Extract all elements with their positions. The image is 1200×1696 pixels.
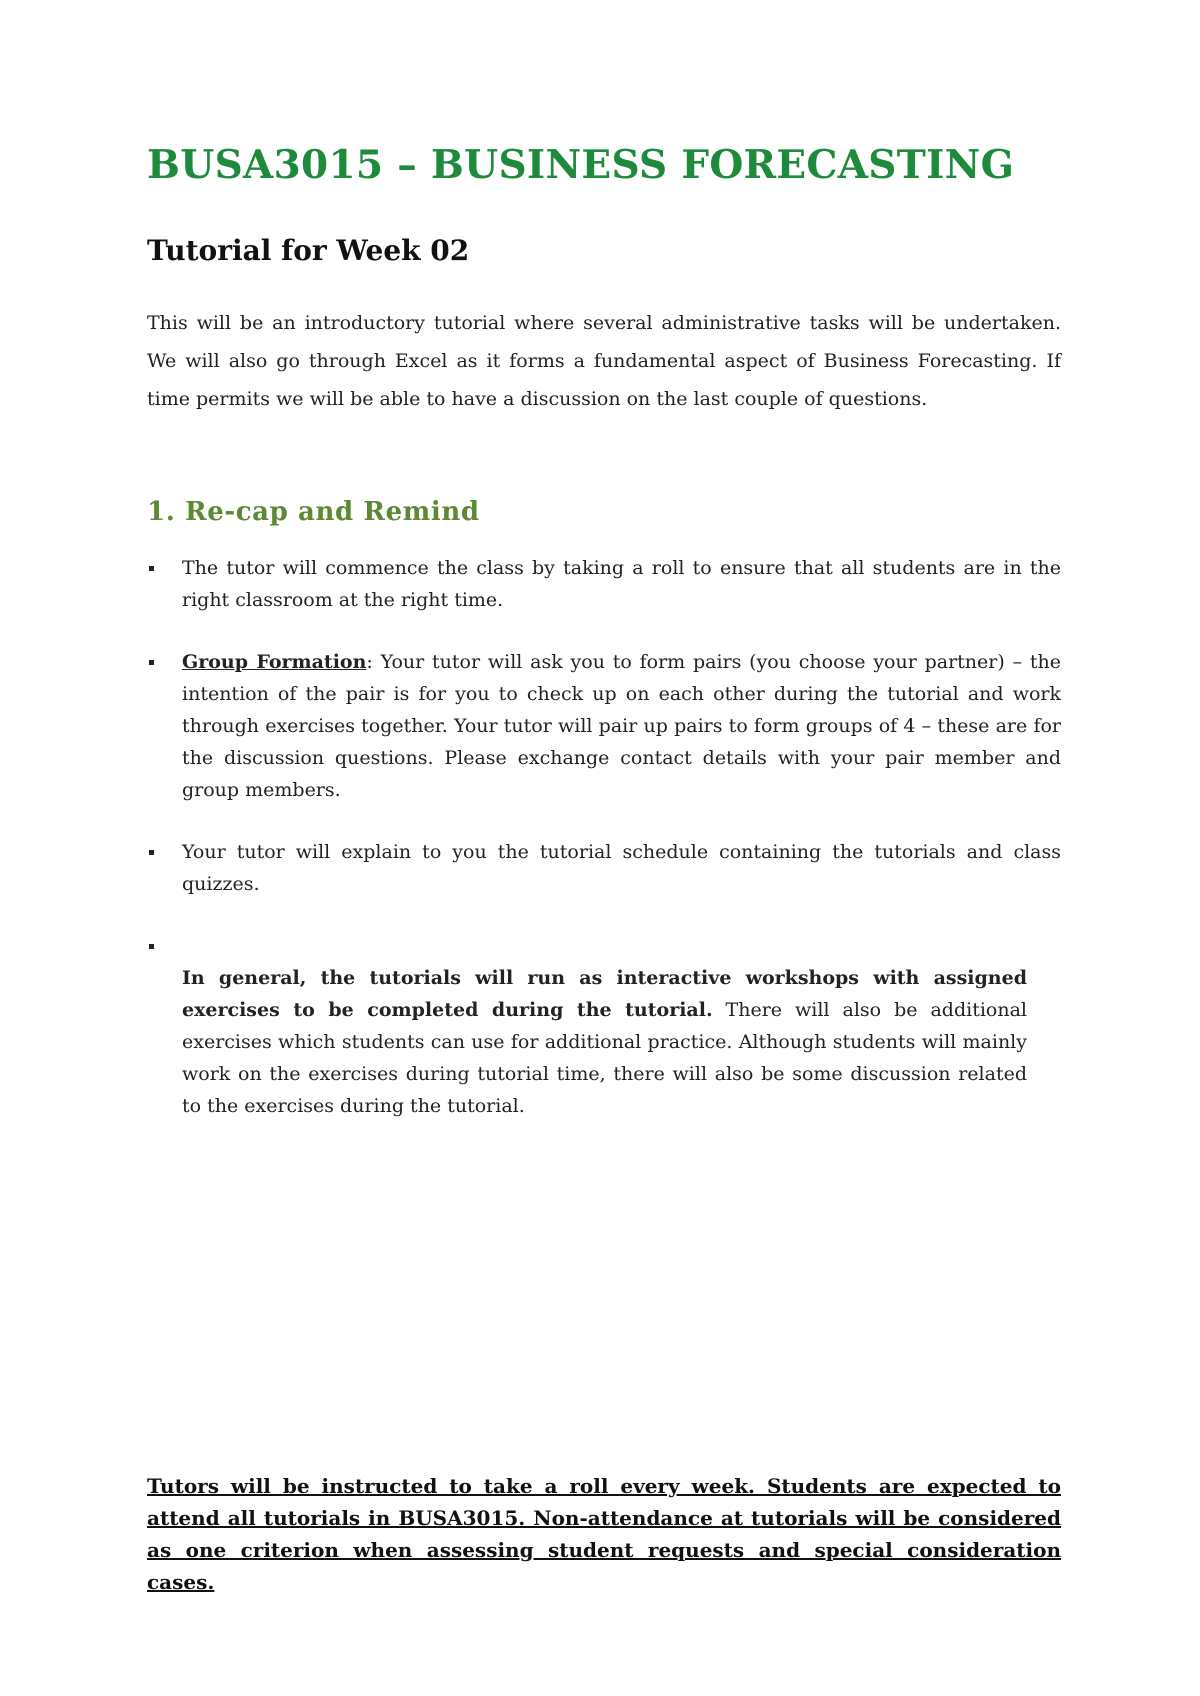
document-subtitle: Tutorial for Week 02 — [147, 234, 470, 267]
bullet-text: Your tutor will explain to you the tutorial schedule containing the tutorials and class quizzes. — [182, 841, 1061, 895]
bullet-group-formation — [147, 646, 1061, 806]
bullet-text: : Your tutor will ask you to form pairs (you choose your partner) – the intention of the pair is for you to check up on each other during the tutorial and work through exercises together. Your tutor will pair up pairs to form groups of 4 – these are for the discussion questions. Please exchange contact details with your pair member and group members. — [182, 651, 1061, 801]
bullet-text: The tutor will commence the class by taking a roll to ensure that all students are in the right classroom at the right time. — [182, 557, 1061, 611]
bullet-marker — [149, 850, 154, 855]
bullet-marker — [149, 944, 154, 949]
intro-paragraph: This will be an introductory tutorial where several administrative tasks will be undertaken. We will also go through Excel as it forms a fundamental aspect of Business Forecasting. If time permits we will be able to have a discussion on the last couple of questions. — [147, 312, 1061, 410]
empty-line — [182, 930, 1027, 962]
section-heading-recap — [147, 497, 480, 527]
bullet-marker — [149, 660, 154, 665]
document-title: BUSA3015 – BUSINESS FORECASTING — [147, 142, 1015, 188]
section-title: Re-cap and Remind — [185, 497, 480, 527]
group-formation-term: Group Formation — [182, 651, 367, 673]
bullet-roll-call — [147, 552, 1061, 616]
recap-bullet-list — [147, 552, 1061, 1152]
bullet-bold-text: In general, the tutorials will run as interactive workshops with assigned exercises to be completed during the tutorial. — [182, 967, 1027, 1021]
document-page — [147, 0, 1061, 1696]
attendance-note: Tutors will be instructed to take a roll every week. Students are expected to attend all tutorials in BUSA3015. Non-attendance at tutorials will be considered as one criterion when assessing student requests and special consideration cases. — [147, 1474, 1061, 1594]
section-number: 1. — [147, 497, 176, 527]
bullet-text: There will also be additional exercises which students can use for additional practice. Although students will mainly work on the exercises during tutorial time, there will also be some discussion related to the exercises during the tutorial. — [182, 999, 1027, 1117]
bullet-workshops — [147, 930, 1027, 1122]
bullet-tutorial-schedule — [147, 836, 1061, 900]
bullet-marker — [149, 566, 154, 571]
